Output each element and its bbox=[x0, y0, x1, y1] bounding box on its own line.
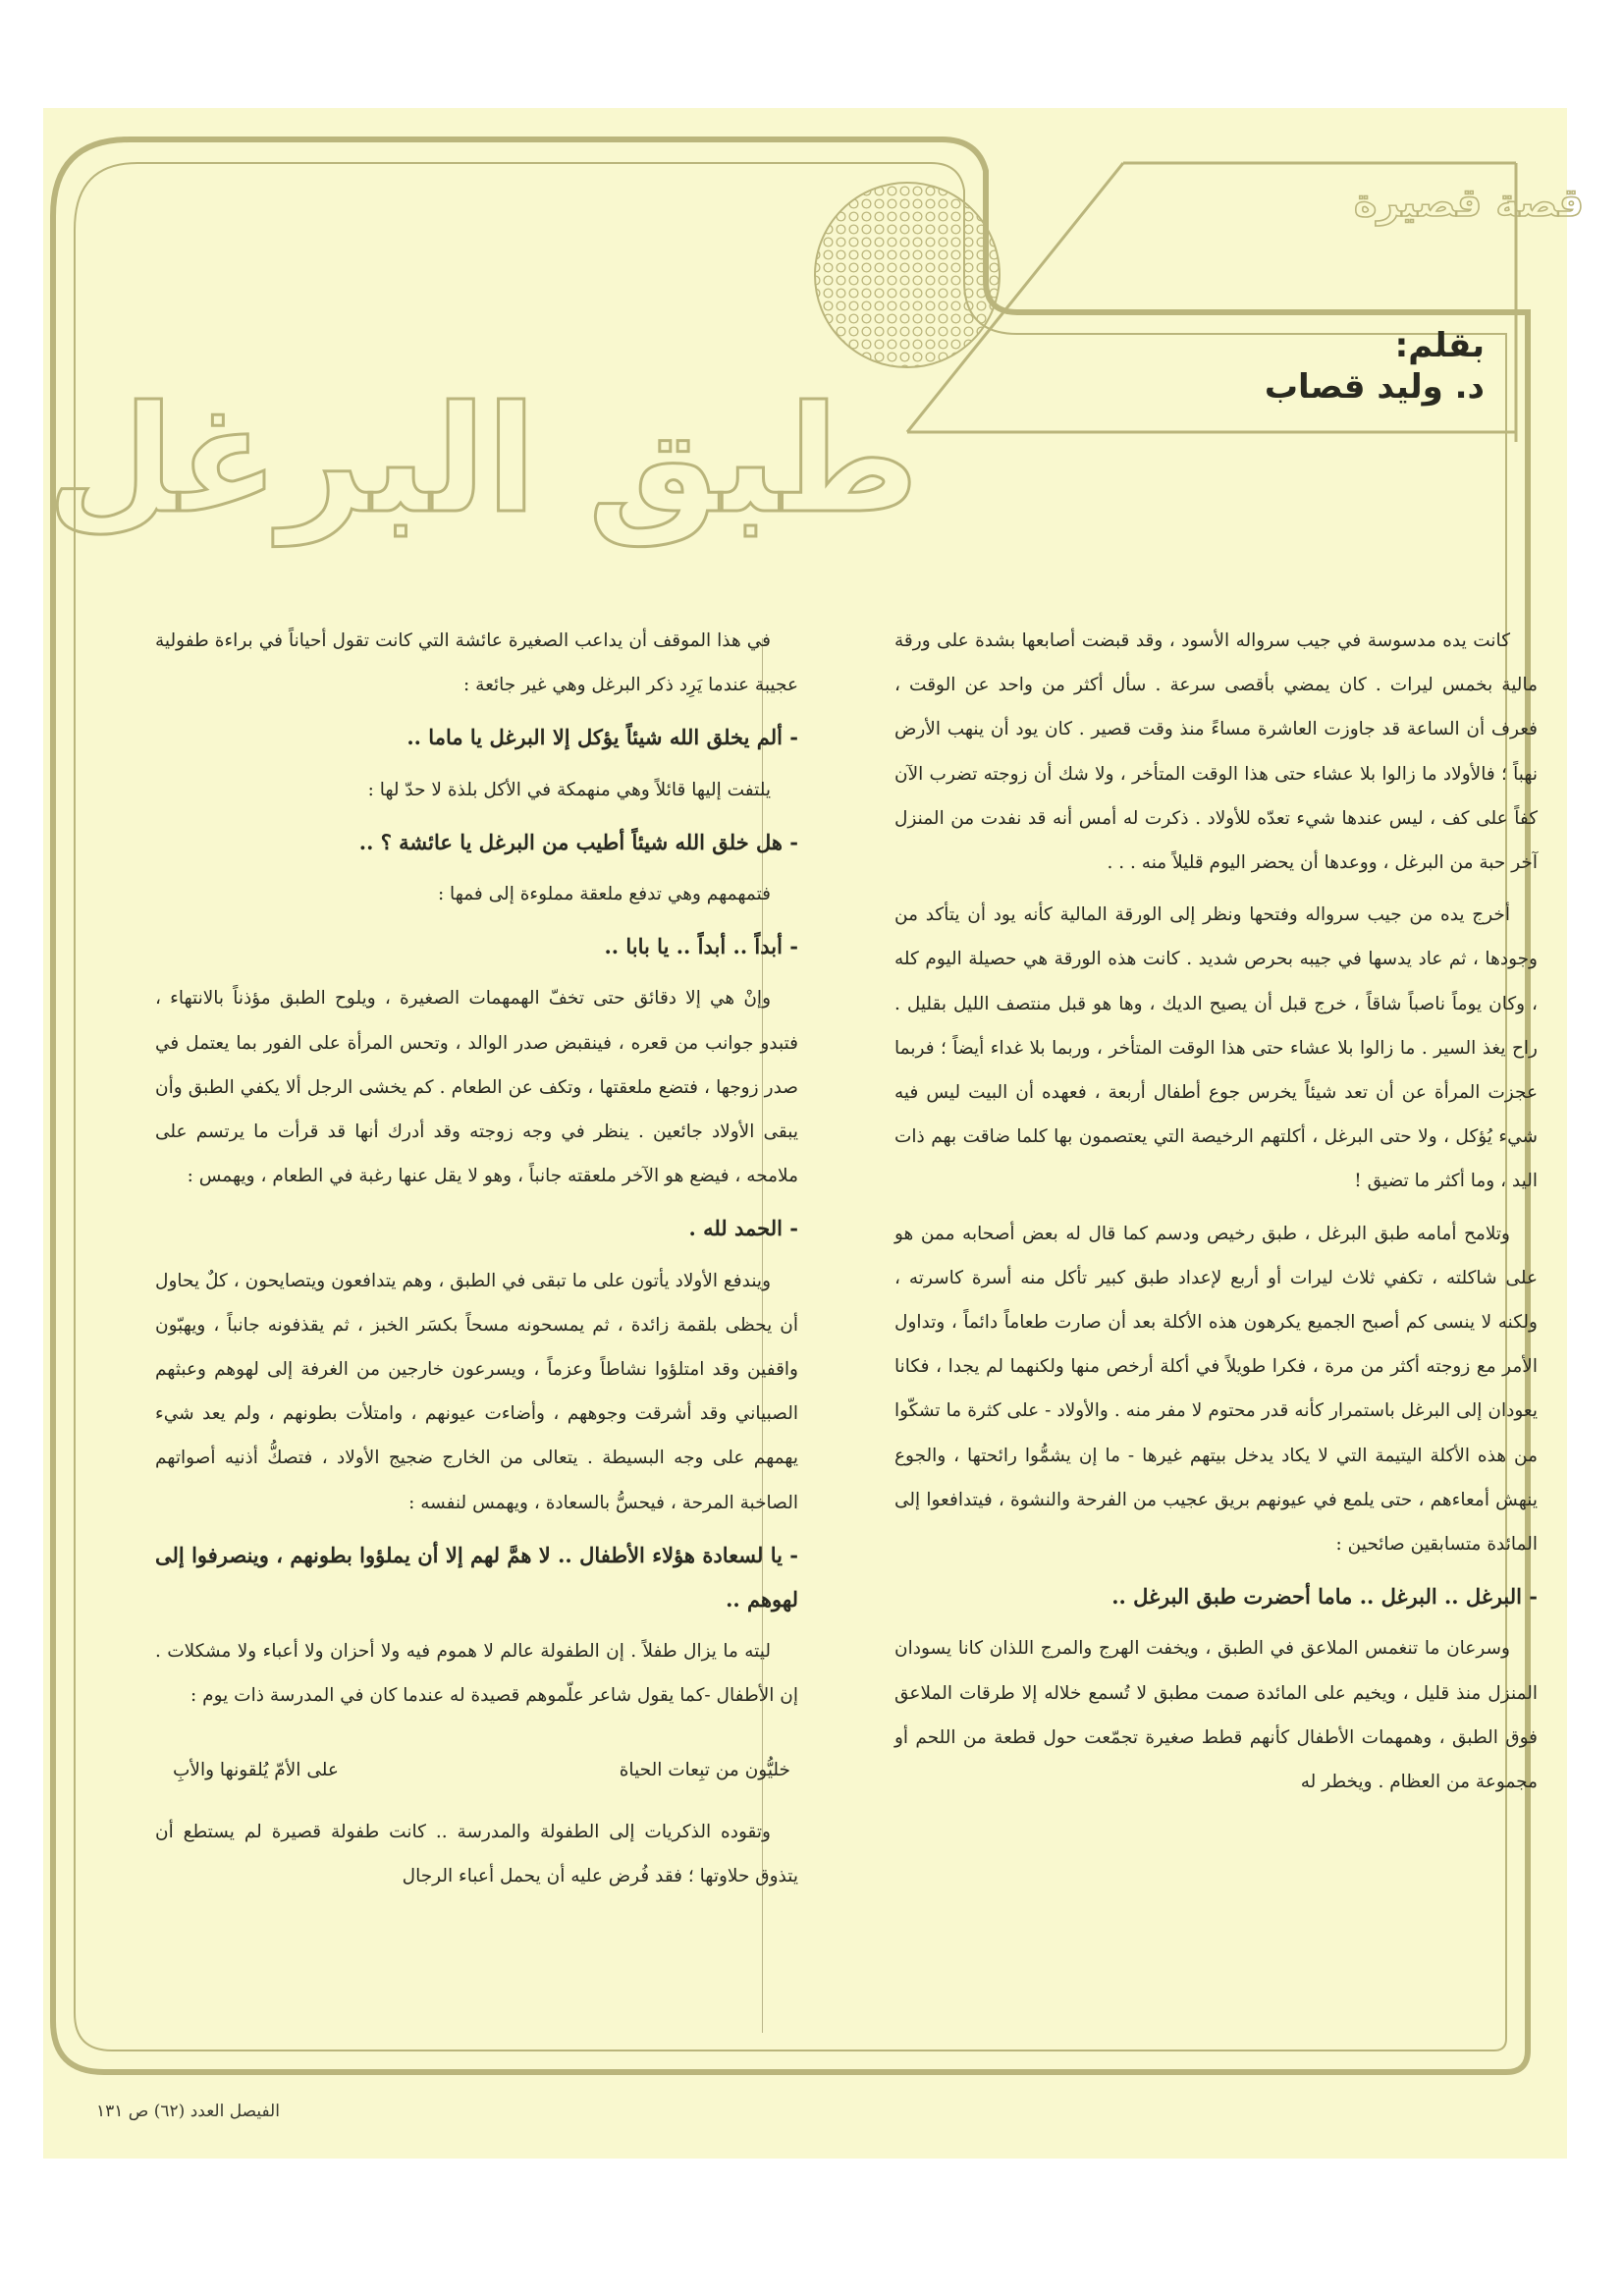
paragraph: وتلامح أمامه طبق البرغل ، طبق رخيص ودسم كما قال له بعض أصحابه ممن هو على شاكلته ، تكفي ثلاث ليرات أو أربع لإعداد طبق كبير تأكل منه أسرة كاسرته ، ولكنه لا ينسى كم أصبح الجميع يكرهون هذه الأكلة بعد أن صارت طعاماً دائماً ، وتداول الأمر مع زوجته أكثر من مرة ، فكرا طويلاً في أكلة أرخص منها ولكنهما لم يجدا ، فكانا يعودان إلى البرغل باستمرار كأنه قدر محتوم لا مفر منه . والأولاد - على كثرة ما تشكّوا من هذه الأكلة اليتيمة التي لا يكاد يدخل بيتهم غيرها - ما إن يشمُّوا رائحتها ، والجوع ينهش أمعاءهم ، حتى يلمع في عيونهم بريق عجيب من الفرحة والنشوة ، فيتدافعوا إلى المائدة متسابقين صائحين : bbox=[894, 1223, 1538, 1556]
paragraph: كانت يده مدسوسة في جيب سرواله الأسود ، وقد قبضت أصابعها بشدة على ورقة مالية بخمس ليرات . كان يمضي بأقصى سرعة . سأل أكثر من واحد عن الوقت ، فعرف أن الساعة قد جاوزت العاشرة مساءً منذ وقت قصير . كان يود أن ينهب الأرض نهباً ؛ فالأولاد ما زالوا بلا عشاء حتى هذا الوقت المتأخر ، ولا شك أن زوجته تضرب الآن كفاً على كف ، ليس عندها شيء تعدّه للأولاد . ذكرت له أمس أنه قد نفدت من المنزل آخر حبة من البرغل ، ووعدها أن يحضر اليوم قليلاً منه . . . bbox=[894, 630, 1538, 874]
dialogue-line: - الحمد لله . bbox=[688, 1216, 798, 1241]
article-title: طبق البرغل bbox=[46, 375, 920, 546]
series-logo-text: قصة قصيرة bbox=[1353, 181, 1585, 226]
dialogue-line: - ألم يخلق الله شيئاً يؤكل إلا البرغل يا ماما .. bbox=[406, 725, 798, 750]
dialogue-line: - هل خلق الله شيئاً أطيب من البرغل يا عائشة ؟ .. bbox=[358, 829, 798, 854]
dialogue-line: - يا لسعادة هؤلاء الأطفال .. لا همَّ لهم إلا أن يملؤوا بطونهم ، وينصرفوا إلى لهوهم .. bbox=[155, 1542, 798, 1613]
page-footer: الفيصل العدد (٦٢) ص ١٣١ bbox=[96, 2102, 280, 2121]
paragraph: ليته ما يزال طفلاً . إن الطفولة عالم لا هموم فيه ولا أحزان ولا أعباء ولا مشكلات . إن الأطفال -كما يقول شاعر علّموهم قصيدة له عندما كان في المدرسة ذات يوم : bbox=[155, 1641, 798, 1707]
left-column bbox=[155, 619, 798, 2052]
paragraph: وتقوده الذكريات إلى الطفولة والمدرسة .. كانت طفولة قصيرة لم يستطع أن يتذوق حلاوتها ؛ فقد فُرض عليه أن يحمل أعباء الرجال bbox=[155, 1821, 798, 1887]
paragraph: وسرعان ما تنغمس الملاعق في الطبق ، ويخفت الهرج والمرج اللذان كانا يسودان المنزل منذ قليل ، ويخيم على المائدة صمت مطبق لا تُسمع خلاله إلا طرقات الملاعق فوق الطبق ، وهمهمات الأطفال كأنهم قطط صغيرة تجمّعت حول قطعة من اللحم أو مجموعة من العظام . ويخطر له bbox=[894, 1638, 1538, 1793]
byline-label: بقلم: bbox=[1394, 326, 1485, 365]
verse-second-hemistich: على الأمّ يُلقونها والأبِ bbox=[173, 1759, 339, 1780]
title-art bbox=[46, 314, 920, 599]
right-column bbox=[894, 619, 1538, 2052]
dialogue-line: - أبداً .. أبداً .. يا بابا .. bbox=[604, 934, 798, 959]
dialogue-line: - البرغل .. البرغل .. ماما أحضرت طبق البرغل .. bbox=[1111, 1584, 1538, 1610]
paragraph: وإنْ هي إلا دقائق حتى تخفّ الهمهمات الصغيرة ، ويلوح الطبق مؤذناً بالانتهاء ، فتبدو جوانب من قعره ، فينقبض صدر الوالد ، وتحس المرأة على الفور بما يعتمل في صدر زوجها ، فتضع ملعقتها ، وتكف عن الطعام . كم يخشى الرجل ألا يكفي الطبق وأن يبقى الأولاد جائعين . ينظر في وجه زوجته وقد أدرك أنها قد قرأت ما يرتسم على ملامحه ، فيضع هو الآخر ملعقته جانباً ، وهو لا يقل عنها رغبة في الطعام ، ويهمس : bbox=[155, 988, 798, 1187]
paragraph: في هذا الموقف أن يداعب الصغيرة عائشة التي كانت تقول أحياناً في براءة طفولية عجيبة عندما يَرِد ذكر البرغل وهي غير جائعة : bbox=[155, 630, 798, 696]
paragraph: فتمهمهم وهي تدفع ملعقة مملوءة إلى فمها : bbox=[437, 884, 771, 905]
paragraph: يلتفت إليها قائلاً وهي منهمكة في الأكل بلذة لا حدّ لها : bbox=[367, 779, 771, 800]
paragraph: أخرج يده من جيب سرواله وفتحها ونظر إلى الورقة المالية كأنه يود أن يتأكد من وجودها ، ثم عاد يدسها في جيبه بحرص شديد . كانت هذه الورقة هي حصيلة اليوم كله ، وكان يوماً ناصباً شاقاً ، خرج قبل أن يصيح الديك ، وها هو قبل منتصف الليل بقليل . راح يغذ السير . ما زالوا بلا عشاء حتى هذا الوقت المتأخر ، وربما بلا غداء أيضاً ؛ فربما عجزت المرأة عن أن تعد شيئاً يخرس جوع أطفال أربعة ، فعهده أن البيت ليس فيه شيء يُؤكل ، ولا حتى البرغل ، أكلتهم الرخيصة التي يعتصمون بها كلما ضاقت بهم ذات اليد ، وما أكثر ما تضيق ! bbox=[894, 904, 1538, 1192]
magazine-page bbox=[43, 108, 1585, 2159]
author-name: د. وليد قصاب bbox=[1264, 367, 1485, 407]
verse-first-hemistich: خليُّون من تبِعات الحياة bbox=[619, 1759, 790, 1780]
series-logo bbox=[1353, 169, 1585, 287]
byline bbox=[1265, 326, 1485, 409]
poem-verse bbox=[155, 1726, 798, 1810]
paragraph: ويندفع الأولاد يأتون على ما تبقى في الطبق ، وهم يتدافعون ويتصايحون ، كلٌ يحاول أن يحظى بلقمة زائدة ، ثم يمسحونه مسحاً بكسَر الخبز ، ثم يقذفونه جانباً ، ويهبّون واقفين وقد امتلؤوا نشاطاً وعزماً ، ويسرعون خارجين من الغرفة إلى لهوهم وعبثهم الصبياني وقد أشرقت وجوههم ، وأضاءت عيونهم ، وامتلأت بطونهم ، ولم يعد شيء يهمهم على وجه البسيطة . يتعالى من الخارج ضجيج الأولاد ، فتصكُّ أذنيه أصواتهم الصاخبة المرحة ، فيحسُّ بالسعادة ، ويهمس لنفسه : bbox=[155, 1270, 798, 1513]
